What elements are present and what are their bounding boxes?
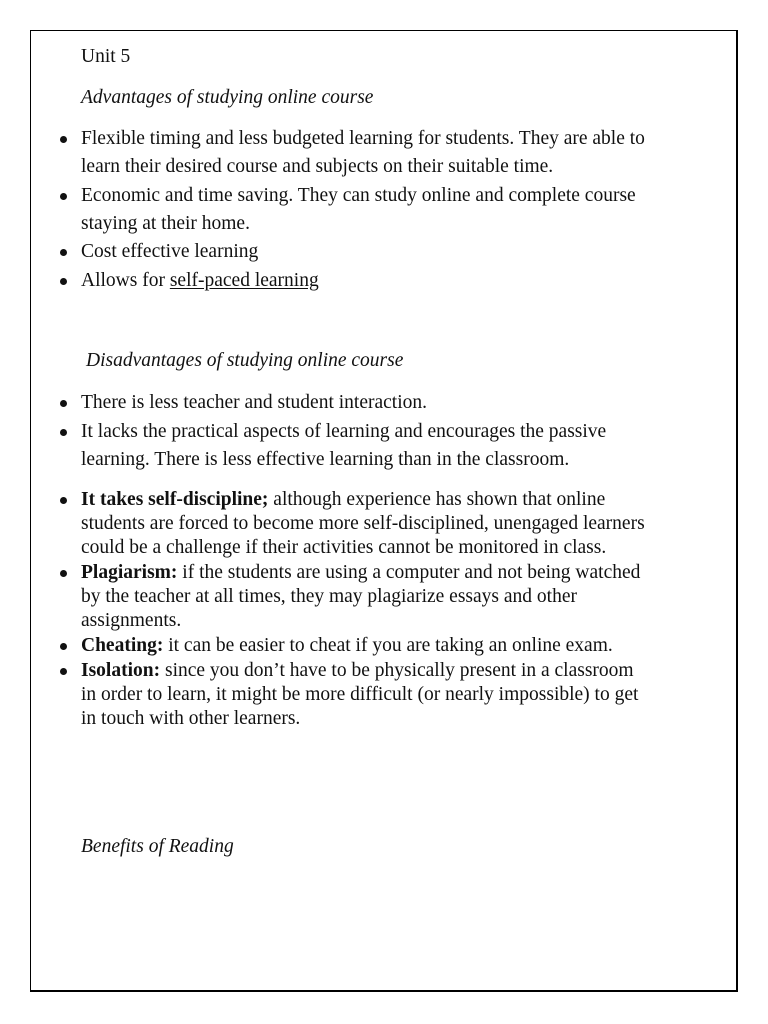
bullet-icon: [60, 497, 67, 504]
advantage-item-1-line-1: Flexible timing and less budgeted learning for students. They are able to: [81, 128, 645, 149]
isolation-item-line-1: [81, 659, 634, 683]
self-discipline-item-line-2: students are forced to become more self-disciplined, unengaged learners: [81, 513, 645, 534]
cheating-text: it can be easier to cheat if you are taking an online exam.: [163, 635, 613, 656]
advantages-heading: Advantages of studying online course: [81, 87, 374, 108]
self-discipline-term: It takes self-discipline;: [81, 489, 269, 510]
bullet-icon: [60, 136, 67, 143]
disadvantage-item-2-line-2: learning. There is less effective learning than in the classroom.: [81, 449, 570, 470]
self-discipline-item-line-1: [81, 488, 605, 512]
bullet-icon: [60, 429, 67, 436]
disadvantage-item-2-line-1: It lacks the practical aspects of learning and encourages the passive: [81, 421, 607, 442]
cheating-term: Cheating:: [81, 635, 164, 656]
advantage-item-2-line-1: Economic and time saving. They can study online and complete course: [81, 185, 636, 206]
advantage-item-1-line-2: learn their desired course and subjects on their suitable time.: [81, 156, 554, 177]
self-discipline-text: although experience has shown that online: [268, 489, 606, 510]
cheating-item: [81, 634, 613, 658]
advantage-item-4-prefix: Allows for: [81, 270, 170, 291]
isolation-term: Isolation:: [81, 660, 161, 681]
bullet-icon: [60, 570, 67, 577]
self-discipline-item-line-3: could be a challenge if their activities cannot be monitored in class.: [81, 537, 607, 558]
advantage-item-3: Cost effective learning: [81, 241, 259, 262]
plagiarism-text: if the students are using a computer and not being watched: [177, 562, 641, 583]
advantage-item-4: [81, 269, 319, 293]
plagiarism-item-line-2: by the teacher at all times, they may plagiarize essays and other: [81, 586, 577, 607]
isolation-item-line-2: in order to learn, it might be more difficult (or nearly impossible) to get: [81, 684, 639, 705]
plagiarism-item-line-3: assignments.: [81, 610, 182, 631]
benefits-heading: Benefits of Reading: [81, 836, 234, 857]
bullet-icon: [60, 643, 67, 650]
bullet-icon: [60, 193, 67, 200]
bullet-icon: [60, 668, 67, 675]
unit-title: Unit 5: [81, 46, 131, 67]
advantage-item-2-line-2: staying at their home.: [81, 213, 250, 234]
isolation-item-line-3: in touch with other learners.: [81, 708, 301, 729]
plagiarism-term: Plagiarism:: [81, 562, 178, 583]
bullet-icon: [60, 278, 67, 285]
disadvantages-heading: Disadvantages of studying online course: [86, 350, 404, 371]
bullet-icon: [60, 400, 67, 407]
bullet-icon: [60, 249, 67, 256]
isolation-text: since you don’t have to be physically present in a classroom: [160, 660, 634, 681]
disadvantage-item-1: There is less teacher and student interaction.: [81, 392, 427, 413]
self-paced-learning-link[interactable]: self-paced learning: [169, 270, 319, 291]
plagiarism-item-line-1: [81, 561, 640, 585]
